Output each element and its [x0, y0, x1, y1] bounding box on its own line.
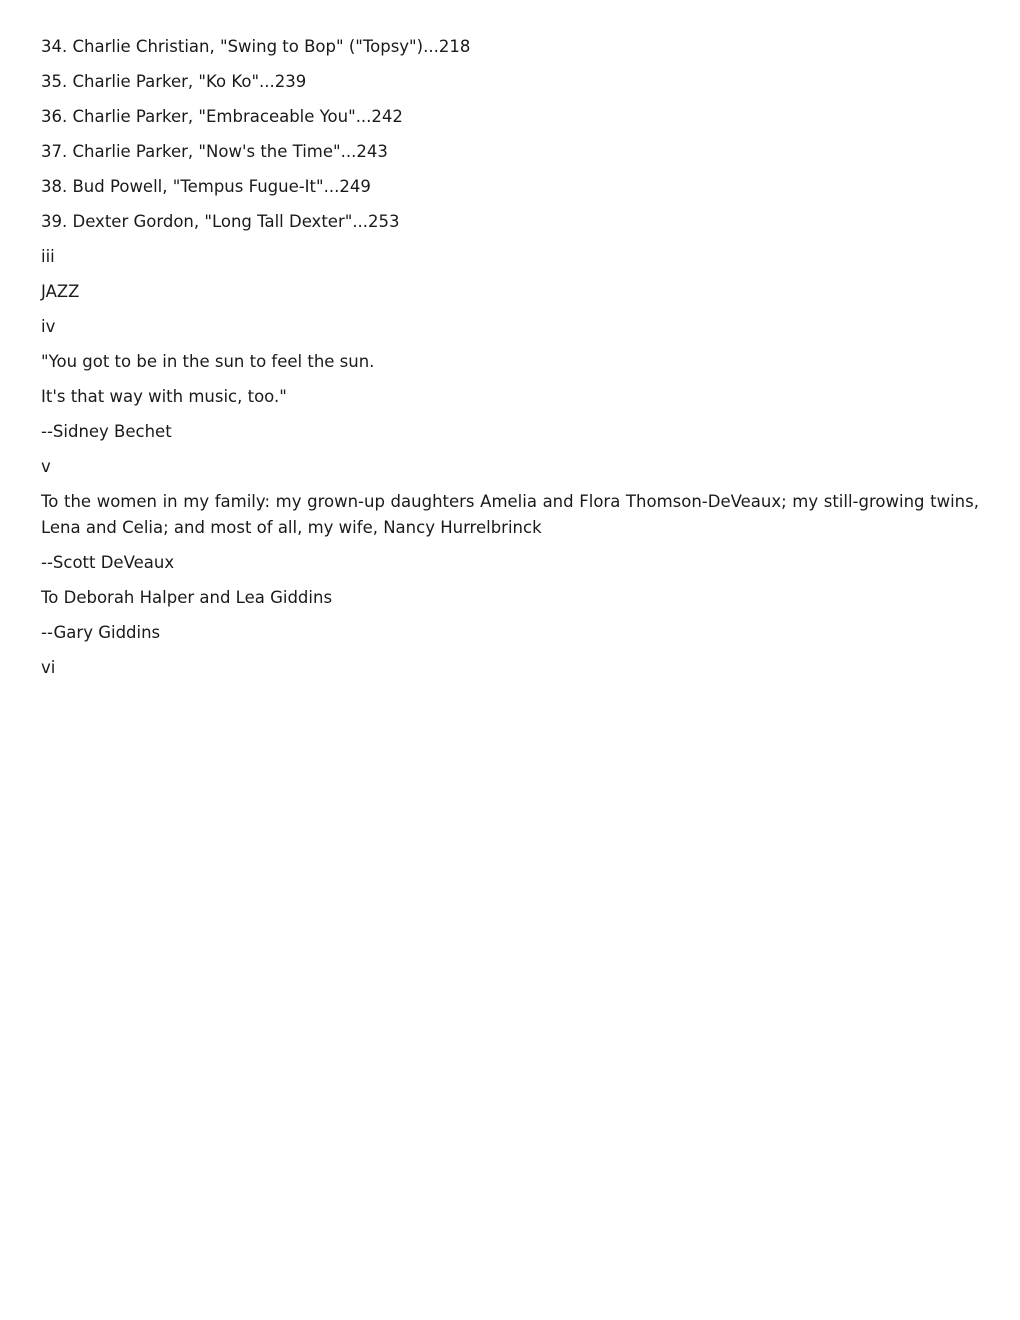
epigraph-line-2: It's that way with music, too." — [41, 387, 287, 406]
toc-entry-34: 34. Charlie Christian, "Swing to Bop" ("Topsy")...218 — [41, 37, 471, 56]
toc-entry-39: 39. Dexter Gordon, "Long Tall Dexter"...253 — [41, 212, 400, 231]
dedication-signature-1: --Scott DeVeaux — [41, 553, 175, 572]
toc-entry-35: 35. Charlie Parker, "Ko Ko"...239 — [41, 72, 307, 91]
dedication-signature-2: --Gary Giddins — [41, 623, 161, 642]
toc-entry-36: 36. Charlie Parker, "Embraceable You"...242 — [41, 107, 403, 126]
document-page — [41, 34, 979, 690]
page-marker-iii: iii — [41, 247, 55, 266]
epigraph-line-1: "You got to be in the sun to feel the sun. — [41, 352, 375, 371]
dedication-text-1: To the women in my family: my grown-up daughters Amelia and Flora Thomson-DeVeaux; my still-growing twins, Lena and Celia; and most of all, my wife, Nancy Hurrelbrinck — [41, 492, 979, 537]
page-marker-vi: vi — [41, 658, 56, 677]
toc-entry-38: 38. Bud Powell, "Tempus Fugue-It"...249 — [41, 177, 371, 196]
dedication-text-2: To Deborah Halper and Lea Giddins — [41, 588, 333, 607]
page-marker-iv: iv — [41, 317, 56, 336]
book-title: JAZZ — [41, 282, 80, 301]
toc-entry-37: 37. Charlie Parker, "Now's the Time"...243 — [41, 142, 388, 161]
epigraph-attribution: --Sidney Bechet — [41, 422, 172, 441]
page-marker-v: v — [41, 457, 51, 476]
